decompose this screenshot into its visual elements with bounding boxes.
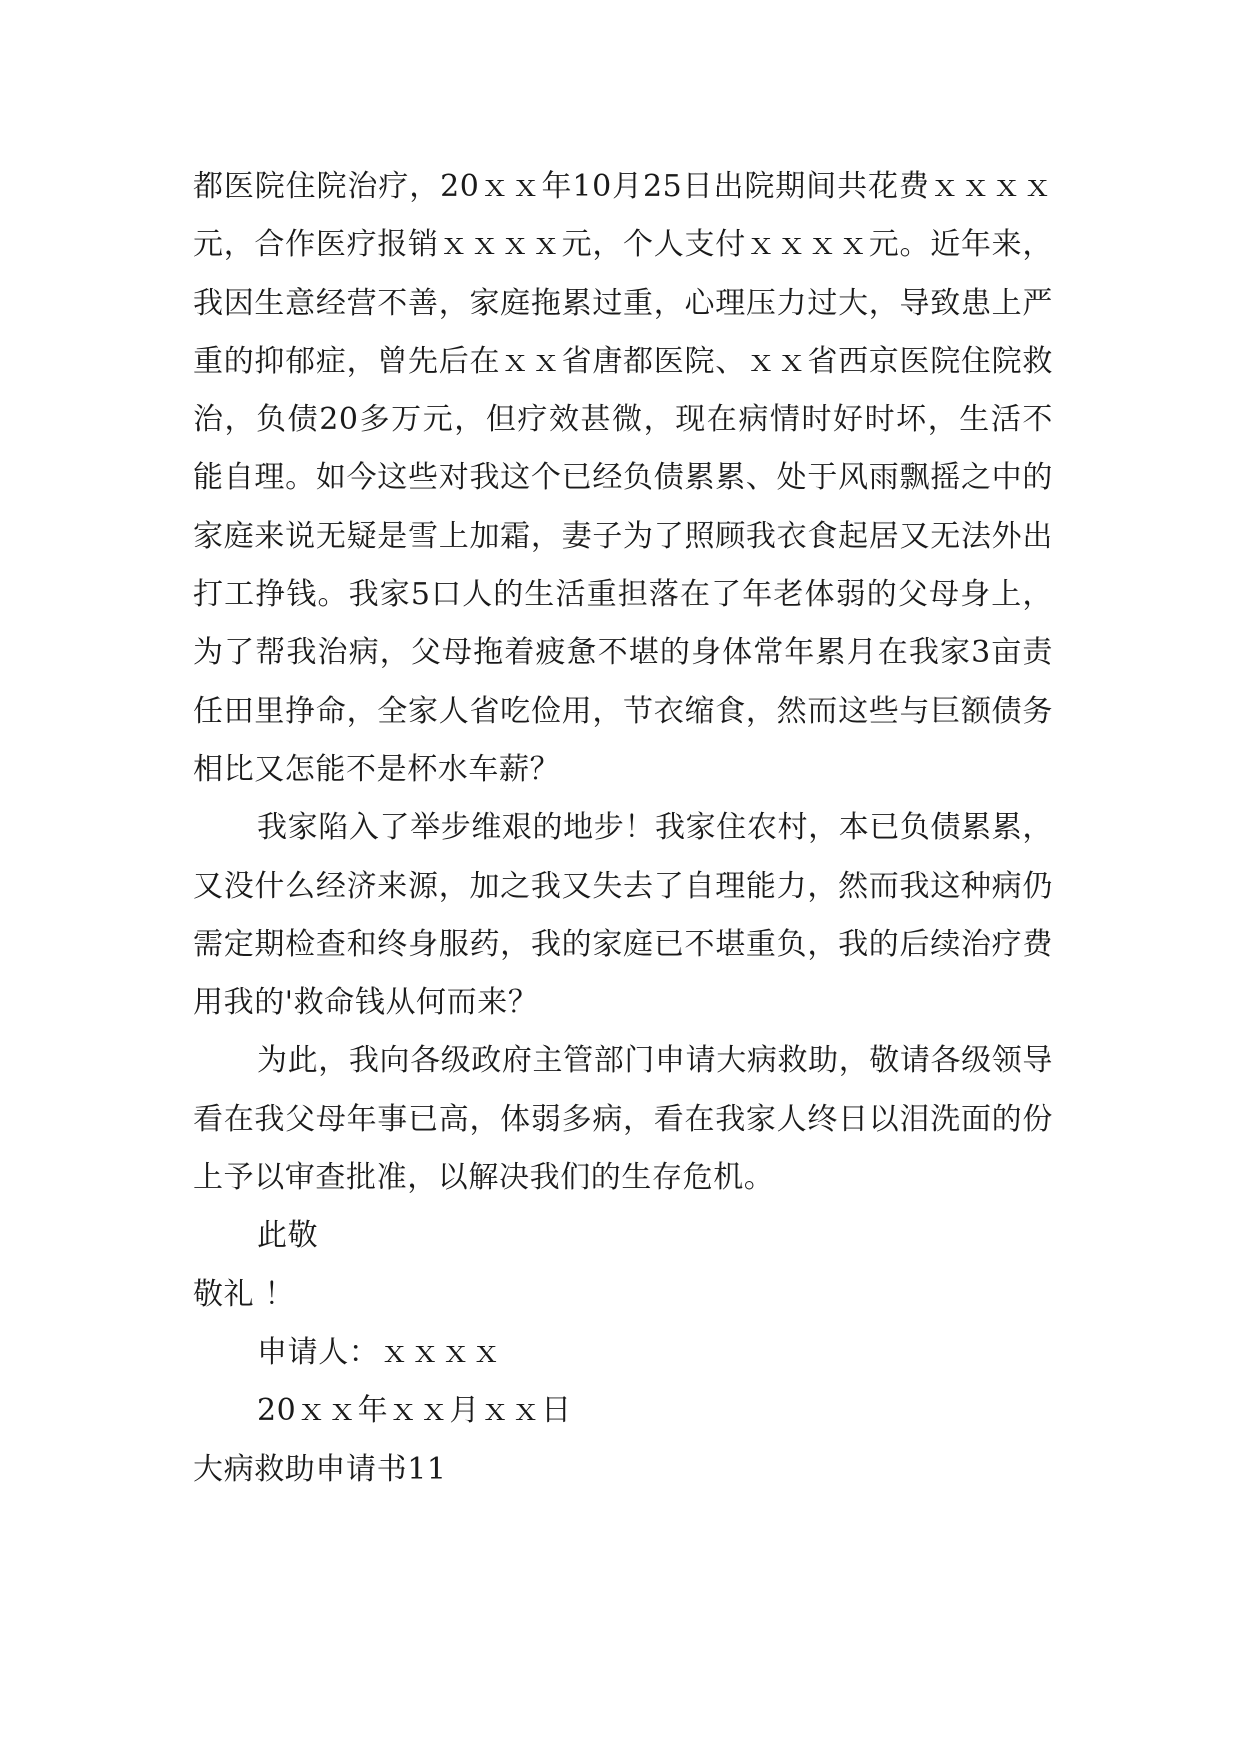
closing-regards: 敬礼 ！ — [193, 1276, 295, 1312]
body-paragraph-1: 都医院住院治疗，20ｘｘ年10月25日出院期间共花费ｘｘｘｘ元，合作医疗报销ｘｘｘｘ元，个人支付ｘｘｘｘ元。近年来，我因生意经营不善，家庭拖累过重，心理压力过大，导致患上严重的抑郁症，曾先后在ｘｘ省唐都医院、ｘｘ省西京医院住院救治，负债20多万元，但疗效甚微，现在病情时好时坏，生活不能自理。如今这些对我这个已经负债累累、处于风雨飘摇之中的家庭来说无疑是雪上加霜，妻子为了照顾我衣食起居又无法外出打工挣钱。我家5口人的生活重担落在了年老体弱的父母身上，为了帮我治病，父母拖着疲惫不堪的身体常年累月在我家3亩责任田里挣命，全家人省吃俭用，节衣缩食，然而这些与巨额债务相比又怎能不是杯水车薪？ — [193, 169, 1053, 787]
body-paragraph-2: 我家陷入了举步维艰的地步！我家住农村，本已负债累累，又没什么经济来源，加之我又失去了自理能力，然而我这种病仍需定期检查和终身服药，我的家庭已不堪重负，我的后续治疗费用我的'救命钱从何而来？ — [193, 810, 1053, 1021]
closing-salutation: 此敬 — [257, 1218, 319, 1254]
document-body — [193, 158, 1053, 1499]
next-document-title: 大病救助申请书11 — [193, 1451, 447, 1487]
signature-date: 20ｘｘ年ｘｘ月ｘｘ日 — [257, 1393, 572, 1429]
applicant-signature: 申请人：ｘｘｘｘ — [257, 1334, 502, 1370]
body-paragraph-3: 为此，我向各级政府主管部门申请大病救助，敬请各级领导看在我父母年事已高，体弱多病，看在我家人终日以泪洗面的份上予以审查批准，以解决我们的生存危机。 — [193, 1043, 1053, 1196]
